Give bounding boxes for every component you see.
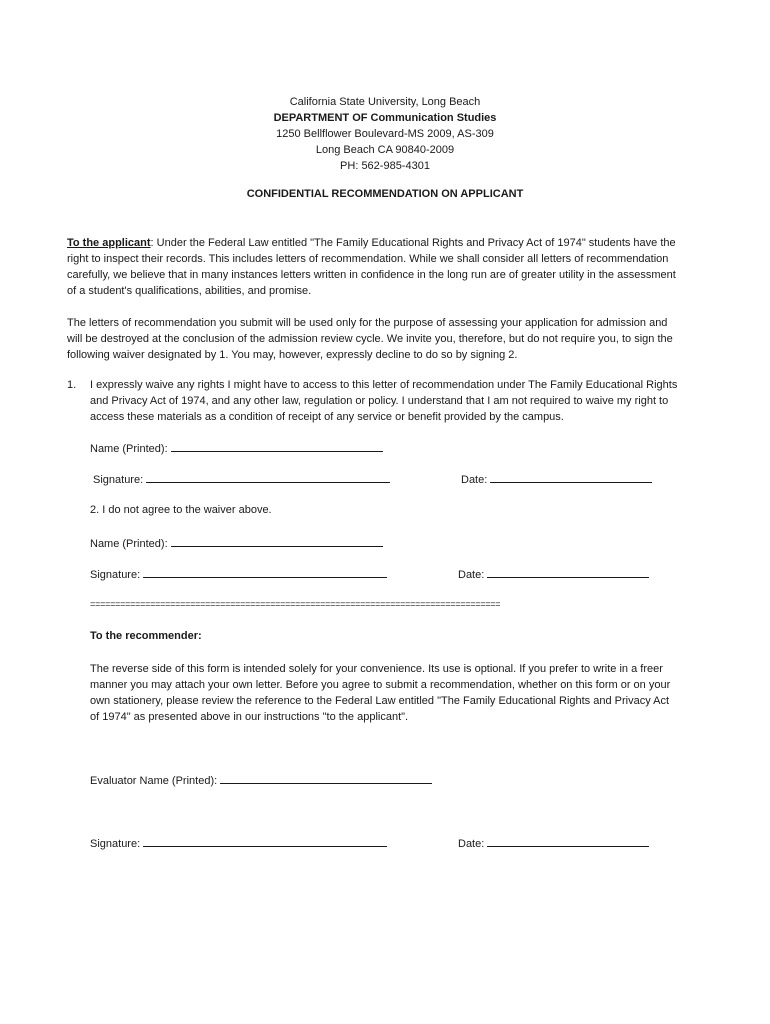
signature-field-1[interactable] [93, 472, 390, 486]
letters-paragraph: The letters of recommendation you submit will be used only for the purpose of assessing your application for admission and will be destroyed at the conclusion of the admission review cycle. We invite you, therefore, but do not require you, to sign the following waiver designated by 1. You may, however, expressly decline to do so by signing 2. [67, 317, 673, 361]
name-field-2[interactable] [90, 536, 383, 550]
address-line-2: Long Beach CA 90840-2009 [315, 144, 455, 156]
evaluator-date-blank[interactable] [487, 836, 649, 847]
form-title: CONFIDENTIAL RECOMMENDATION ON APPLICANT [246, 188, 524, 200]
name-blank-1[interactable] [171, 441, 383, 452]
evaluator-signature-label: Signature: [90, 838, 141, 850]
department-name: DEPARTMENT OF Communication Studies [273, 112, 497, 124]
signature-label-2: Signature: [90, 569, 141, 581]
letterhead [0, 94, 770, 174]
evaluator-signature-field[interactable] [90, 836, 387, 850]
date-label-1: Date: [461, 474, 488, 486]
applicant-paragraph [67, 235, 677, 299]
date-label-2: Date: [458, 569, 485, 581]
evaluator-signature-blank[interactable] [143, 836, 387, 847]
name-label-1: Name (Printed): [90, 443, 168, 455]
date-field-1[interactable] [461, 472, 652, 486]
name-label-2: Name (Printed): [90, 538, 168, 550]
name-field-1[interactable] [90, 441, 383, 455]
applicant-text: : Under the Federal Law entitled "The Family Educational Rights and Privacy Act of 1974" students have the right to inspect their records. This includes letters of recommendation. While we shall consider all letters of recommendation carefully, we believe that in many instances letters written in confidence in the long run are of greater utility in the assessment of a student's qualifications, abilities, and promise. [67, 237, 676, 297]
applicant-label: To the applicant [67, 237, 151, 249]
date-blank-1[interactable] [490, 472, 652, 483]
waiver-1-text: I expressly waive any rights I might have to access to this letter of recommendation under The Family Educational Rights and Privacy Act of 1974, and any other law, regulation or policy. I understand that I am not required to waive my right to access these materials as a condition of receipt of any service or benefit provided by the campus. [90, 379, 678, 423]
evaluator-date-field[interactable] [458, 836, 649, 850]
section-separator: ================================================================================== [90, 600, 501, 610]
signature-field-2[interactable] [90, 567, 387, 581]
address-line-1: 1250 Bellflower Boulevard-MS 2009, AS-309 [276, 128, 494, 140]
date-blank-2[interactable] [487, 567, 649, 578]
recommender-heading: To the recommender: [90, 630, 202, 642]
evaluator-date-label: Date: [458, 838, 485, 850]
evaluator-name-label: Evaluator Name (Printed): [90, 775, 218, 787]
university-name: California State University, Long Beach [289, 96, 481, 108]
waiver-2-text: 2. I do not agree to the waiver above. [90, 504, 272, 516]
evaluator-name-blank[interactable] [220, 773, 432, 784]
phone-number: PH: 562-985-4301 [340, 160, 430, 172]
signature-blank-2[interactable] [143, 567, 387, 578]
waiver-1-number: 1. [67, 379, 77, 391]
evaluator-name-field[interactable] [90, 773, 432, 787]
signature-label-1: Signature: [93, 474, 144, 486]
name-blank-2[interactable] [171, 536, 383, 547]
recommender-paragraph: The reverse side of this form is intended solely for your convenience. Its use is optional. If you prefer to write in a freer manner you may attach your own letter. Before you agree to submit a recommendation, whether on this form or on your own stationery, please review the reference to the Federal Law entitled "The Family Educational Rights and Privacy Act of 1974" as presented above in our instructions "to the applicant". [90, 663, 671, 723]
signature-blank-1[interactable] [146, 472, 390, 483]
date-field-2[interactable] [458, 567, 649, 581]
